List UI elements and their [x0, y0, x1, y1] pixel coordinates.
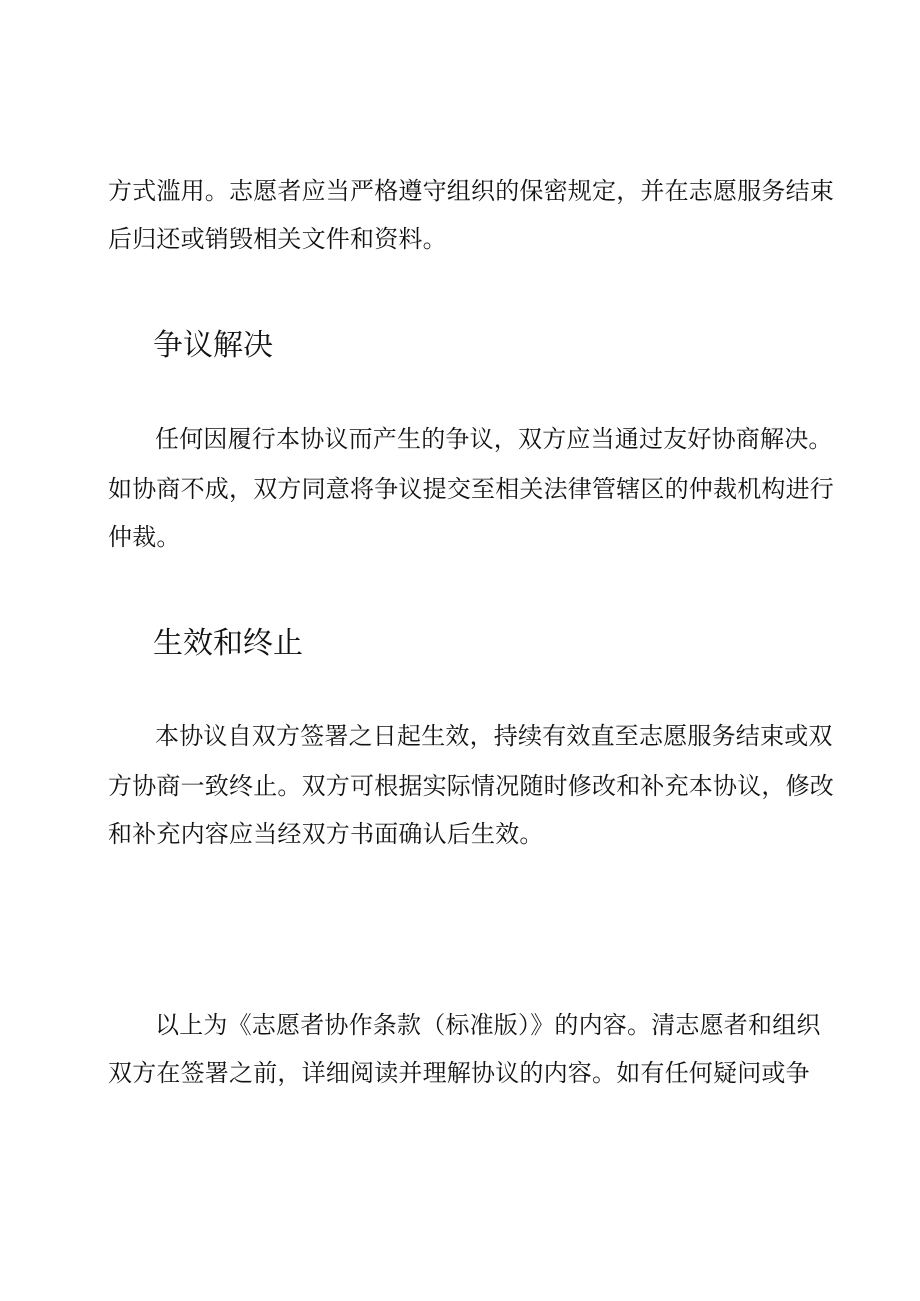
section-heading-effect: 生效和终止: [153, 626, 303, 661]
effect-paragraph-line-3: 和补充内容应当经双方书面确认后生效。: [108, 820, 544, 848]
dispute-paragraph-line-2: 如协商不成，双方同意将争议提交至相关法律管辖区的仲裁机构进行: [108, 475, 834, 503]
intro-paragraph-line-1: 方式滥用。志愿者应当严格遵守组织的保密规定，并在志愿服务结束: [108, 177, 834, 205]
dispute-paragraph-line-3: 仲裁。: [108, 523, 181, 551]
intro-paragraph-line-2: 后归还或销毁相关文件和资料。: [108, 225, 447, 253]
closing-paragraph-line-2: 双方在签署之前，详细阅读并理解协议的内容。如有任何疑问或争: [108, 1059, 810, 1087]
dispute-paragraph-line-1: 任何因履行本协议而产生的争议，双方应当通过友好协商解决。: [155, 425, 833, 453]
closing-paragraph-line-1: 以上为《志愿者协作条款（标准版）》的内容。清志愿者和组织: [155, 1011, 821, 1039]
effect-paragraph-line-1: 本协议自双方签署之日起生效，持续有效直至志愿服务结束或双: [155, 722, 833, 750]
section-heading-dispute: 争议解决: [153, 328, 273, 363]
effect-paragraph-line-2: 方协商一致终止。双方可根据实际情况随时修改和补充本协议，修改: [108, 772, 834, 800]
